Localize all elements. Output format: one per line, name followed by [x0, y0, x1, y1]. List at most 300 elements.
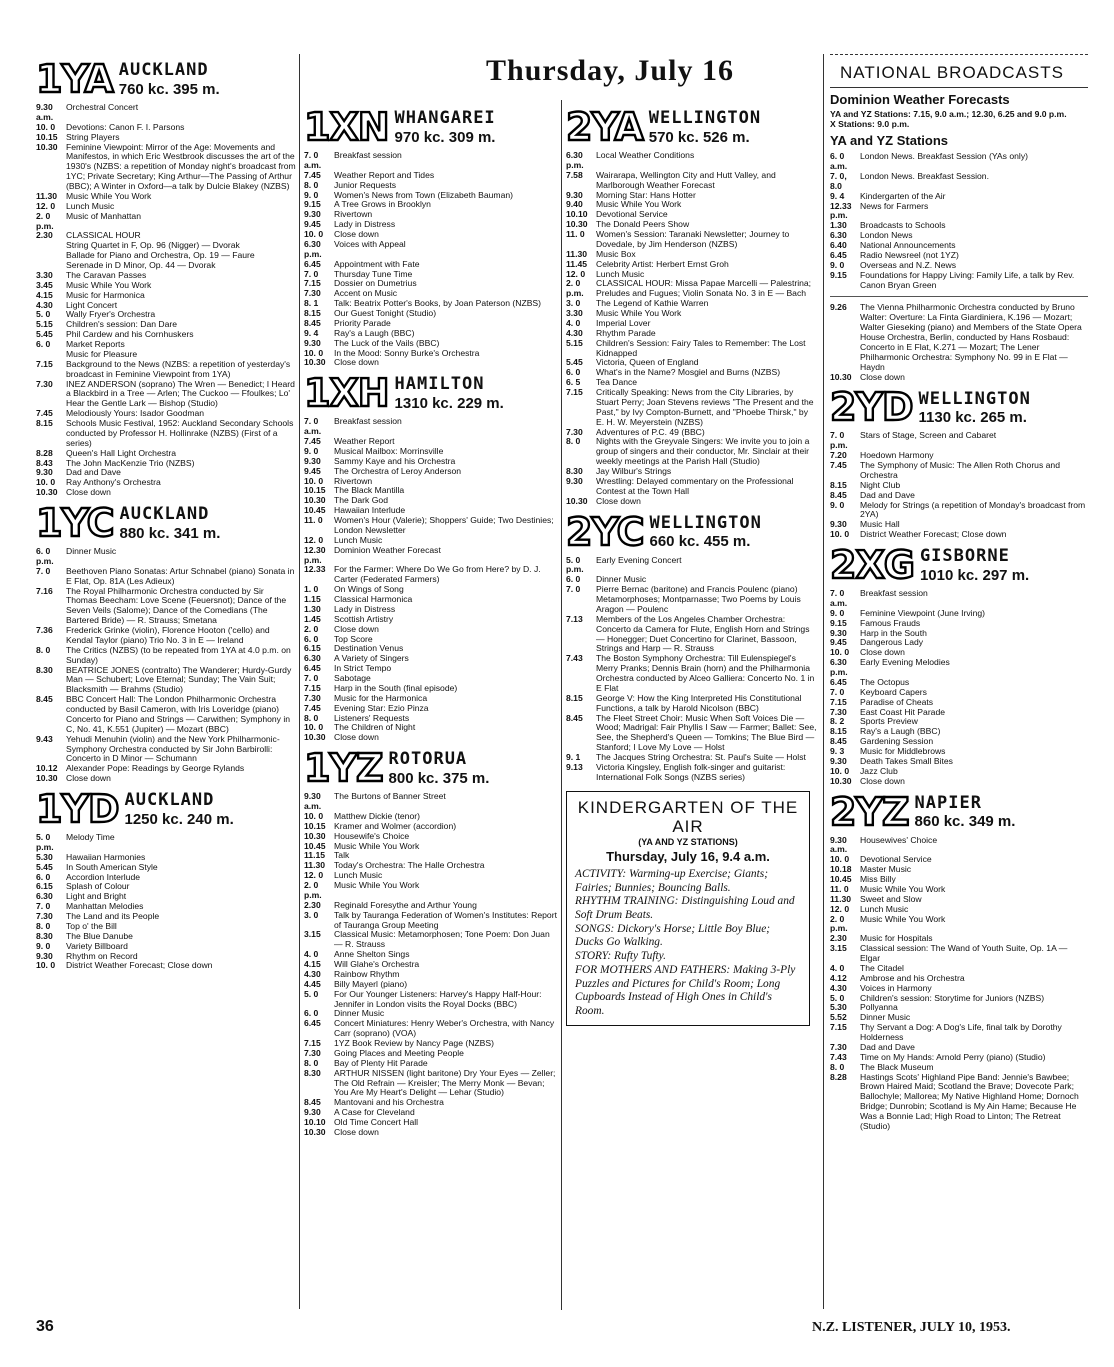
program-row — [566, 694, 818, 714]
program-time: 9. 0 — [830, 499, 845, 510]
station-header — [304, 746, 558, 791]
program-title: Children's session: Dan Dare — [66, 319, 178, 330]
program-row — [36, 488, 296, 498]
station-header — [566, 509, 818, 554]
program-time: 8.15 — [830, 726, 847, 737]
station-schedule — [566, 556, 818, 783]
program-title: Appointment with Fate — [334, 258, 420, 269]
program-time: 8.45 — [830, 736, 847, 747]
station-city: AUCKLAND — [124, 790, 215, 811]
program-title: Lunch Music — [860, 903, 909, 914]
program-time: 10.30 — [36, 773, 58, 784]
program-time: 9.30 — [304, 455, 321, 466]
program-time: 8.28 — [830, 1071, 847, 1082]
program-row — [36, 646, 296, 666]
program-title: String Players — [66, 131, 120, 142]
program-title: Top Score — [334, 633, 373, 644]
program-time: 6.30 — [36, 891, 53, 902]
program-title: Close down — [860, 647, 905, 658]
program-row — [304, 990, 558, 1010]
station-logo: 1XN — [304, 105, 389, 149]
program-time: 7.45 — [304, 436, 321, 446]
program-time: 10.10 — [304, 1117, 326, 1127]
program-time: 8. 0 — [304, 1057, 319, 1068]
program-title: Top o' the Bill — [66, 920, 117, 931]
program-title: Background to the News (NZBS: a repetition of yesterday's broadcast in Feminine Viewpoint from 1YA) — [66, 358, 291, 379]
program-time: 8. 1 — [304, 298, 319, 309]
program-time: 3. 0 — [304, 909, 319, 920]
program-title: Our Guest Tonight (Studio) — [334, 308, 437, 318]
program-time: 10. 0 — [304, 475, 324, 486]
program-title: Listeners' Requests — [334, 712, 410, 723]
program-time: 1.45 — [304, 613, 321, 624]
program-row — [830, 915, 1088, 935]
program-time: 5. 0 — [36, 309, 51, 320]
program-time: 10.30 — [304, 1126, 326, 1137]
program-title: BEATRICE JONES (contralto) The Wanderer; Hurdy-Gurdy Man — Schubert; Love Eternal; Sunday; The Vain Suit; Blacksmith — Brahms (Studio) — [66, 664, 292, 695]
station-header — [36, 787, 296, 831]
program-title: Classical session: The Wand of Youth Suite, Op. 1A — Elgar — [860, 943, 1068, 964]
program-title: Morning Star: Hans Hotter — [596, 189, 696, 200]
program-time: 7.30 — [36, 378, 53, 389]
program-time — [36, 241, 66, 251]
program-title: Serenade in D Minor, Op. 44 — Dvorak — [66, 260, 216, 270]
column-rule — [299, 54, 300, 1309]
program-row — [830, 501, 1088, 521]
kindergarten-stations: (YA AND YZ STATIONS) — [638, 836, 738, 847]
program-title: Anne Shelton Sings — [334, 949, 410, 960]
station-schedule — [36, 103, 296, 498]
program-time: 9.30 — [830, 519, 847, 530]
program-time: 9.15 — [830, 617, 847, 628]
program-title: Time on My Hands: Arnold Perry (piano) (Studio) — [860, 1051, 1046, 1062]
program-title: Billy Mayerl (piano) — [334, 978, 408, 989]
program-title: Close down — [334, 229, 379, 239]
program-title: East Coast Hit Parade — [860, 706, 946, 717]
program-row — [36, 567, 296, 587]
station-header — [830, 543, 1088, 588]
program-time: 5.30 — [36, 851, 53, 862]
program-row — [304, 516, 558, 536]
program-row — [36, 666, 296, 696]
program-time: 7.30 — [566, 426, 583, 437]
program-time: 9. 3 — [830, 746, 845, 757]
station-heading — [120, 505, 221, 542]
program-title: Imperial Lover — [596, 317, 651, 328]
program-title: Bay of Plenty Hit Parade — [334, 1057, 428, 1068]
program-title: Close down — [334, 732, 379, 743]
program-title: Pollyanna — [860, 1002, 898, 1013]
station-city: ROTORUA — [388, 749, 468, 770]
program-row — [566, 279, 818, 299]
program-time: 6. 0 a.m. — [830, 151, 848, 172]
program-time: 9.30 — [304, 1107, 321, 1118]
program-time: 7.43 — [566, 653, 583, 664]
program-time: 2. 0 p.m. — [830, 913, 848, 934]
program-time: 2.30 — [36, 230, 53, 241]
program-time: 6. 0 — [304, 633, 319, 644]
program-time: 9.45 — [304, 219, 321, 230]
program-row — [304, 792, 558, 812]
program-time: 7.15 — [830, 1022, 847, 1033]
program-time: 7. 0 — [304, 268, 319, 279]
station-city: AUCKLAND — [118, 60, 209, 81]
program-row — [566, 477, 818, 497]
program-title: Close down — [334, 623, 379, 634]
program-time: 2.30 — [830, 933, 847, 944]
program-title: Lunch Music — [596, 268, 645, 279]
program-title: Close down — [860, 371, 905, 382]
program-title: Will Glahe's Orchestra — [334, 959, 420, 969]
column-rule — [561, 100, 562, 1310]
program-title: Lady in Distress — [334, 603, 396, 614]
program-title: Thursday Tune Time — [334, 268, 413, 279]
program-title: Rivertown — [334, 475, 373, 486]
program-row — [830, 373, 1088, 383]
program-time: 5.15 — [36, 319, 53, 330]
program-time: 4.30 — [566, 327, 583, 338]
program-time: 9. 0 — [830, 259, 845, 270]
program-time: 9. 4 — [304, 327, 319, 338]
program-time: 4.45 — [304, 978, 321, 989]
program-title: The Donald Peers Show — [596, 219, 690, 230]
program-row — [830, 944, 1088, 964]
program-time: 9.30 — [304, 337, 321, 348]
program-time: 10.45 — [830, 874, 852, 885]
station-city: WELLINGTON — [918, 388, 1031, 409]
program-time: 7.15 — [304, 682, 321, 693]
program-time: 6. 0 p.m. — [36, 546, 54, 566]
program-time: 6. 0 — [566, 367, 581, 378]
program-title: Breakfast session — [334, 150, 402, 160]
program-time: 8. 0 — [304, 179, 319, 190]
program-title: The Symphony of Music: The Allen Roth Chorus and Orchestra — [860, 460, 1060, 480]
program-time: 3.45 — [36, 279, 53, 290]
station-logo: 2YA — [566, 105, 643, 149]
program-time: 5.15 — [566, 337, 583, 348]
program-row — [304, 881, 558, 901]
program-time: 9.15 — [830, 269, 847, 280]
program-time: 9. 1 — [566, 752, 581, 762]
program-row — [566, 585, 818, 615]
program-title: Wally Fryer's Orchestra — [66, 309, 156, 320]
station-heading — [395, 109, 496, 146]
program-row — [304, 417, 558, 437]
program-title: Music While You Work — [66, 279, 152, 290]
national-schedule-evening — [830, 303, 1088, 382]
program-title: Lunch Music — [334, 534, 383, 545]
program-title: Ray's a Laugh (BBC) — [860, 726, 941, 737]
station-heading — [649, 109, 761, 146]
program-time: 7.45 — [304, 169, 321, 180]
program-title: George V: How the King Interpreted His Constitutional Functions, a talk by Harold Nicolson (BBC) — [596, 692, 802, 713]
program-title: Dad and Dave — [860, 1041, 915, 1052]
station-heading — [650, 514, 762, 551]
kindergarten-item: RHYTHM TRAINING: Distinguishing Loud and Soft Drum Beats. — [575, 895, 795, 922]
station-frequency: 760 kc. 395 m. — [118, 80, 220, 98]
program-time: 7. 0, 8.0 — [830, 170, 847, 191]
column-rule — [823, 54, 824, 1309]
program-row — [566, 437, 818, 467]
program-time: 4.15 — [304, 959, 321, 969]
program-title: Schools Music Festival, 1952: Auckland Secondary Schools conducted by Professor H. Hollinrake (NZBS) (First of a series) — [66, 418, 294, 448]
program-time: 6. 0 — [36, 871, 51, 882]
program-time: 2. 0 p.m. — [36, 210, 54, 231]
program-time: 12. 0 — [830, 903, 850, 914]
program-title: Dossier on Dumetrius — [334, 278, 417, 289]
program-title: Kramer and Wolmer (accordion) — [334, 820, 457, 831]
program-time: 10.30 — [566, 219, 588, 230]
program-title: Dad and Dave — [66, 467, 121, 478]
program-title: Beethoven Piano Sonatas: Artur Schnabel (piano) Sonata in E Flat, Op. 81A (Les Adieux) — [66, 565, 295, 586]
program-title: Mantovani and his Orchestra — [334, 1097, 444, 1108]
program-title: Market Reports — [66, 339, 125, 349]
program-title: Today's Orchestra: The Halle Orchestra — [334, 860, 485, 871]
program-row — [36, 143, 296, 192]
program-title: Dinner Music — [66, 546, 117, 556]
program-title: Classical Music: Metamorphosen; Tone Poem: Don Juan — R. Strauss — [334, 929, 550, 950]
program-row — [566, 763, 818, 783]
program-time — [36, 251, 66, 261]
program-title: Tea Dance — [596, 377, 638, 388]
program-title: Destination Venus — [334, 643, 404, 654]
program-title: Rhythm on Record — [66, 950, 138, 961]
program-title: In South American Style — [66, 861, 158, 872]
station-heading — [125, 791, 234, 828]
program-time: 5. 0 p.m. — [36, 832, 54, 852]
column-4 — [830, 54, 1088, 1132]
program-row — [304, 240, 558, 260]
program-title: Music for Harmonica — [66, 289, 145, 300]
program-time: 11. 0 — [304, 515, 323, 525]
program-time: 8. 0 — [36, 644, 51, 655]
program-title: Weather Report — [334, 436, 395, 446]
station-logo: 1YA — [36, 57, 113, 101]
station-frequency: 570 kc. 526 m. — [648, 128, 750, 146]
station-city: AUCKLAND — [119, 504, 210, 525]
program-title: Melody for Strings (a repetition of Monday's broadcast from 2YA) — [860, 499, 1086, 520]
program-time: 6.30 — [830, 230, 847, 241]
program-time: 8.45 — [830, 489, 847, 500]
program-row — [830, 431, 1088, 451]
station-logo: 1YC — [36, 501, 114, 545]
weather-line: X Stations: 9.0 p.m. — [830, 119, 910, 130]
program-title: Close down — [860, 775, 905, 786]
kindergarten-date: Thursday, July 16, 9.4 a.m. — [606, 849, 770, 865]
program-title: The Legend of Kathie Warren — [596, 298, 709, 309]
station-schedule — [566, 151, 818, 507]
program-time: 9.30 a.m. — [36, 102, 54, 122]
program-title: Music While You Work — [334, 840, 420, 851]
program-time: 7.30 — [830, 706, 847, 717]
program-time: 6.40 — [830, 240, 847, 251]
program-title: Music Hall — [860, 519, 900, 530]
program-time: 8.45 — [304, 1097, 321, 1108]
program-row — [566, 230, 818, 250]
program-title: Hawaiian Interlude — [334, 505, 406, 516]
program-time: 6.30 p.m. — [566, 150, 584, 170]
program-time: 4. 0 — [830, 962, 845, 973]
program-title: Feminine Viewpoint (June Irving) — [860, 607, 985, 618]
program-title: The Citadel — [860, 962, 904, 973]
program-title: Music While You Work — [860, 883, 946, 894]
program-title: News for Farmers — [860, 200, 929, 211]
station-heading — [915, 794, 1016, 831]
program-time: 5.30 — [830, 1002, 847, 1013]
program-time: 11.45 — [566, 258, 588, 269]
station-header — [304, 371, 558, 416]
program-title: Rhythm Parade — [596, 327, 656, 338]
program-time: 8.30 — [36, 664, 53, 675]
program-time: 1. 0 — [304, 584, 319, 595]
program-time: 9.26 — [830, 302, 847, 313]
station-city: NAPIER — [914, 792, 982, 813]
program-time: 7.30 — [36, 911, 53, 921]
program-time: 6.45 — [830, 249, 847, 260]
program-time: 10. 0 — [36, 960, 56, 971]
program-time: 10.18 — [830, 864, 852, 875]
program-time: 7.45 — [36, 408, 53, 419]
program-title: A Variety of Singers — [334, 653, 409, 664]
program-row — [830, 777, 1088, 787]
program-title: Famous Frauds — [860, 617, 921, 628]
program-title: Going Places and Meeting People — [334, 1047, 464, 1058]
program-title: Music for Middlebrows — [860, 746, 946, 757]
program-title: The Black Mantilla — [334, 485, 405, 496]
program-title: Nights with the Greyvale Singers: We invite you to join a group of singers and their conductor, Mr. Sinclair at their weekly meetings at the Parish Hall (Studio) — [596, 436, 810, 467]
program-time: 10.45 — [304, 840, 326, 851]
program-title: Wrestling: Delayed commentary on the Professional Contest at the Town Hall — [596, 475, 794, 496]
program-time: 6.30 p.m. — [830, 657, 848, 678]
weather-heading: Dominion Weather Forecasts — [830, 91, 1010, 107]
program-title: The Children of Night — [334, 722, 416, 733]
program-time: 6.45 — [304, 258, 321, 269]
program-row — [304, 1019, 558, 1039]
program-title: The Blue Danube — [66, 930, 133, 941]
weather-line: YA and YZ Stations: 7.15, 9.0 a.m.; 12.30, 6.25 and 9.0 p.m. — [830, 109, 1067, 120]
program-row — [566, 497, 818, 507]
program-title: Overseas and N.Z. News — [860, 259, 956, 270]
program-title: The Burtons of Banner Street — [334, 791, 446, 802]
program-time: 7.36 — [36, 625, 53, 635]
station-city: WELLINGTON — [649, 512, 762, 533]
program-time: 9.30 — [36, 950, 53, 961]
program-time: 8.15 — [36, 418, 53, 428]
program-row — [566, 654, 818, 694]
program-title: Melodiously Yours: Isador Goodman — [66, 408, 205, 419]
program-title: Women's News from Town (Elizabeth Bauman) — [334, 189, 513, 200]
program-title: Frederick Grinke (violin), Florence Hooton ('cello) and Kendal Taylor (piano) Trio No. 3 in E — Ireland — [66, 625, 270, 645]
program-time: 10.15 — [36, 131, 58, 142]
program-title: Old Time Concert Hall — [334, 1117, 419, 1127]
program-time: 4. 0 — [566, 317, 581, 328]
program-time: 7.58 — [566, 169, 583, 180]
program-title: Music for Pleasure — [66, 348, 138, 359]
program-row — [830, 461, 1088, 481]
program-time: 8. 0 — [304, 712, 319, 723]
program-row — [36, 774, 296, 784]
program-title: Classical Harmonica — [334, 594, 413, 604]
program-row — [304, 733, 558, 743]
program-time: 6. 5 — [566, 377, 581, 388]
program-title: Dad and Dave — [860, 489, 915, 500]
program-title: Lady in Distress — [334, 219, 396, 230]
program-title: Victoria Kingsley, English folk-singer and guitarist: International Folk Songs (NZBS series) — [596, 761, 786, 782]
program-title: Queen's Hall Light Orchestra — [66, 447, 177, 458]
program-title: Dinner Music — [596, 574, 647, 585]
program-time: 7. 0 — [304, 673, 319, 683]
program-time: 7.15 — [304, 1038, 321, 1048]
program-time: 7.30 — [304, 1047, 321, 1058]
kindergarten-title: KINDERGARTEN OF THE AIR — [577, 797, 799, 837]
program-title: Keyboard Capers — [860, 686, 927, 697]
program-title: Sammy Kaye and his Orchestra — [334, 455, 456, 466]
program-time: 10. 0 — [830, 854, 850, 865]
program-title: Manhattan Melodies — [66, 901, 144, 912]
program-title: Sweet and Slow — [860, 893, 922, 904]
program-title: Harp in the South (final episode) — [334, 682, 458, 693]
program-title: Talk — [334, 850, 350, 861]
program-time: 10.15 — [304, 820, 326, 831]
program-title: Members of the Los Angeles Chamber Orchestra: Concerto da Camera for Flute, English Horn and Strings — Honegger; Duet Concertino for Clarinet, Bassoon, Strings and Harp — R. Strauss — [596, 613, 810, 654]
program-time: 10.30 — [304, 732, 326, 743]
program-time: 5. 0 — [304, 988, 319, 999]
program-title: Dinner Music — [334, 1008, 385, 1019]
program-time: 11.30 — [830, 893, 852, 904]
program-title: The Land and its People — [66, 911, 160, 921]
program-title: Devotions: Canon F. I. Parsons — [66, 121, 185, 132]
program-time: 5.52 — [830, 1012, 847, 1023]
program-row — [36, 380, 296, 410]
program-title: Devotional Service — [860, 854, 932, 865]
program-title: In Strict Tempo — [334, 663, 392, 674]
program-row — [830, 172, 1088, 192]
program-title: Ambrose and his Orchestra — [860, 972, 965, 983]
program-row — [830, 658, 1088, 678]
program-row — [566, 556, 818, 576]
program-title: London News. Breakfast Session. — [860, 170, 989, 181]
program-row — [830, 271, 1088, 291]
program-time: 6.15 — [304, 643, 321, 654]
program-time: 2. 0 p.m. — [304, 880, 322, 900]
program-title: Light and Bright — [66, 891, 127, 902]
program-title: Gardening Session — [860, 736, 934, 747]
program-title: A Case for Cleveland — [334, 1107, 415, 1118]
program-row — [566, 151, 818, 171]
program-title: National Announcements — [860, 240, 956, 251]
kindergarten-item: STORY: Rufty Tufty. — [575, 950, 666, 963]
station-frequency: 660 kc. 455 m. — [649, 533, 751, 551]
program-time: 12.30 p.m. — [304, 544, 326, 565]
program-title: Music for Hospitals — [860, 933, 933, 944]
program-title: Music While You Work — [860, 913, 946, 924]
program-time: 1.30 — [304, 603, 321, 614]
program-title: Music While You Work — [596, 199, 682, 210]
program-time: 5. 0 p.m. — [566, 554, 584, 575]
program-title: Housewives' Choice — [860, 834, 938, 845]
program-title: The Caravan Passes — [66, 269, 147, 280]
program-time: 8.45 — [566, 712, 583, 723]
program-time: 4.15 — [36, 289, 53, 300]
program-time: 7. 0 — [830, 686, 845, 697]
station-city: HAMILTON — [394, 374, 485, 395]
program-row — [36, 360, 296, 380]
program-time: 6. 0 — [36, 339, 51, 349]
program-title: The Vienna Philharmonic Orchestra conducted by Bruno Walter: Overture: La Finta Giardiniera, K.196 — Mozart; Walter Gieseking (piano) and Members of the State Opera House Orchestra, Berlin, conducted by Hans Rosbaud: Concerto in E Flat, K.271 — Mozart; The Lener Philharmonic Orchestra: Symphony No. 99 in E Flat — Haydn — [860, 302, 1082, 372]
program-title: Melody Time — [66, 832, 115, 842]
program-title: Accordion Interlude — [66, 871, 141, 882]
program-time: 9.30 — [566, 189, 583, 200]
